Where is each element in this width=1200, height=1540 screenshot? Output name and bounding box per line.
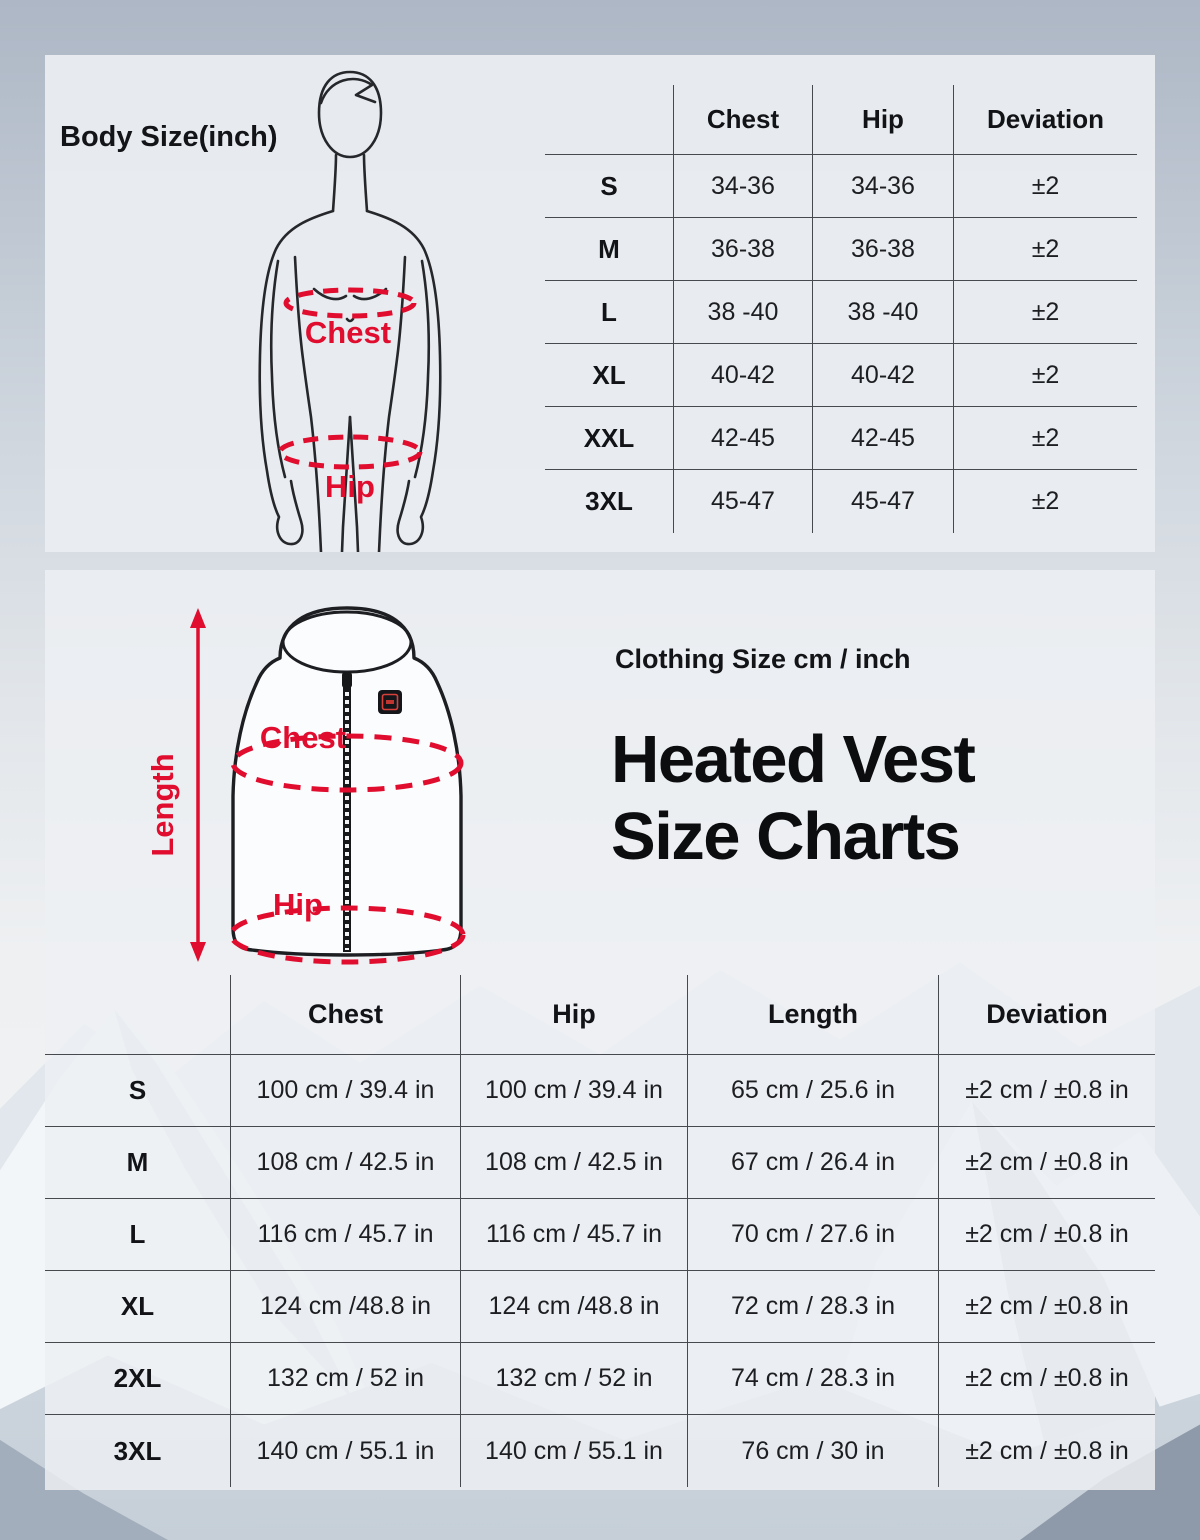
t2-cell: ±2 cm / ±0.8 in <box>938 1199 1155 1271</box>
t1-cell: 45-47 <box>673 470 812 533</box>
t1-cell: 42-45 <box>812 407 953 470</box>
t1-cell: 38 -40 <box>673 281 812 344</box>
t2-cell: 65 cm / 25.6 in <box>687 1055 938 1127</box>
zipper-pull <box>342 672 352 688</box>
t1-cell: ±2 <box>953 344 1137 407</box>
t2-col-length: Length <box>687 975 938 1055</box>
page-title-line2: Size Charts <box>611 798 960 874</box>
t1-cell: 40-42 <box>673 344 812 407</box>
body-chest-label: Chest <box>304 315 392 350</box>
body-size-title: Body Size(inch) <box>60 121 278 154</box>
t2-size: 3XL <box>113 1435 162 1466</box>
t2-cell: ±2 cm / ±0.8 in <box>938 1415 1155 1487</box>
clothing-size-card <box>45 570 1155 1490</box>
t1-cell: 34-36 <box>812 155 953 218</box>
t2-size: S <box>45 1055 230 1127</box>
t2-cell: 70 cm / 27.6 in <box>687 1199 938 1271</box>
t1-cell: ±2 <box>953 407 1137 470</box>
t1-cell: 36-38 <box>673 218 812 281</box>
t1-size: M <box>545 218 673 281</box>
t2-cell: 74 cm / 28.3 in <box>687 1343 938 1415</box>
t2-cell: 140 cm / 55.1 in <box>230 1415 460 1487</box>
t2-col-chest: Chest <box>230 975 460 1055</box>
t1-col-hip: Hip <box>812 85 953 155</box>
t1-size: XL <box>545 344 673 407</box>
t2-cell: 124 cm /48.8 in <box>460 1271 687 1343</box>
t2-cell: 108 cm / 42.5 in <box>460 1127 687 1199</box>
chest-measure-line <box>286 290 414 316</box>
t2-size: 2XL <box>45 1343 230 1415</box>
clothing-size-subtitle: Clothing Size cm / inch <box>615 644 911 674</box>
t2-cell: ±2 cm / ±0.8 in <box>938 1127 1155 1199</box>
t1-cell: 42-45 <box>673 407 812 470</box>
t2-corner-cell <box>45 975 230 1055</box>
t1-size: 3XL <box>585 486 633 516</box>
t2-cell: 108 cm / 42.5 in <box>230 1127 460 1199</box>
t1-col-chest: Chest <box>673 85 812 155</box>
body-size-card <box>45 55 1155 552</box>
t2-cell: ±2 cm / ±0.8 in <box>938 1343 1155 1415</box>
t1-cell: 34-36 <box>673 155 812 218</box>
t1-size: XXL <box>545 407 673 470</box>
t1-cell: 36-38 <box>812 218 953 281</box>
t2-size: L <box>45 1199 230 1271</box>
t1-corner-cell <box>545 85 673 155</box>
body-hip-label: Hip <box>325 469 375 504</box>
t2-cell: ±2 cm / ±0.8 in <box>938 1271 1155 1343</box>
t1-cell: ±2 <box>953 218 1137 281</box>
t2-cell: 132 cm / 52 in <box>460 1343 687 1415</box>
body-size-table <box>545 85 1137 533</box>
t1-size: L <box>545 281 673 344</box>
hip-measure-line <box>280 437 420 467</box>
vest-length-label: Length <box>145 753 180 857</box>
page-title-line1: Heated Vest <box>611 721 975 797</box>
t1-cell: ±2 <box>953 281 1137 344</box>
body-measurement-figure <box>215 65 485 552</box>
t2-size: M <box>45 1127 230 1199</box>
t2-cell: 124 cm /48.8 in <box>230 1271 460 1343</box>
t2-col-hip: Hip <box>460 975 687 1055</box>
vest-measurement-figure <box>130 600 490 965</box>
page-title <box>611 721 974 875</box>
t2-cell: 140 cm / 55.1 in <box>460 1415 687 1487</box>
t2-cell: 100 cm / 39.4 in <box>230 1055 460 1127</box>
t2-cell: ±2 cm / ±0.8 in <box>938 1055 1155 1127</box>
t2-cell: 76 cm / 30 in <box>687 1415 938 1487</box>
t1-size: S <box>545 155 673 218</box>
vest-hip-label: Hip <box>273 887 323 922</box>
length-arrow-icon <box>190 608 206 962</box>
t2-cell: 116 cm / 45.7 in <box>460 1199 687 1271</box>
t1-cell: ±2 <box>953 470 1137 533</box>
t2-cell: 132 cm / 52 in <box>230 1343 460 1415</box>
t2-cell: 72 cm / 28.3 in <box>687 1271 938 1343</box>
t2-cell: 116 cm / 45.7 in <box>230 1199 460 1271</box>
t1-cell: 45-47 <box>812 470 953 533</box>
t1-cell: ±2 <box>953 155 1137 218</box>
t2-cell: 67 cm / 26.4 in <box>687 1127 938 1199</box>
t1-cell: 38 -40 <box>812 281 953 344</box>
vest-chest-label: Chest <box>259 720 347 755</box>
t1-col-deviation: Deviation <box>953 85 1137 155</box>
t1-cell: 40-42 <box>812 344 953 407</box>
t2-cell: 100 cm / 39.4 in <box>460 1055 687 1127</box>
t2-size: XL <box>45 1271 230 1343</box>
t2-col-deviation: Deviation <box>938 975 1155 1055</box>
clothing-size-table <box>45 975 1155 1487</box>
